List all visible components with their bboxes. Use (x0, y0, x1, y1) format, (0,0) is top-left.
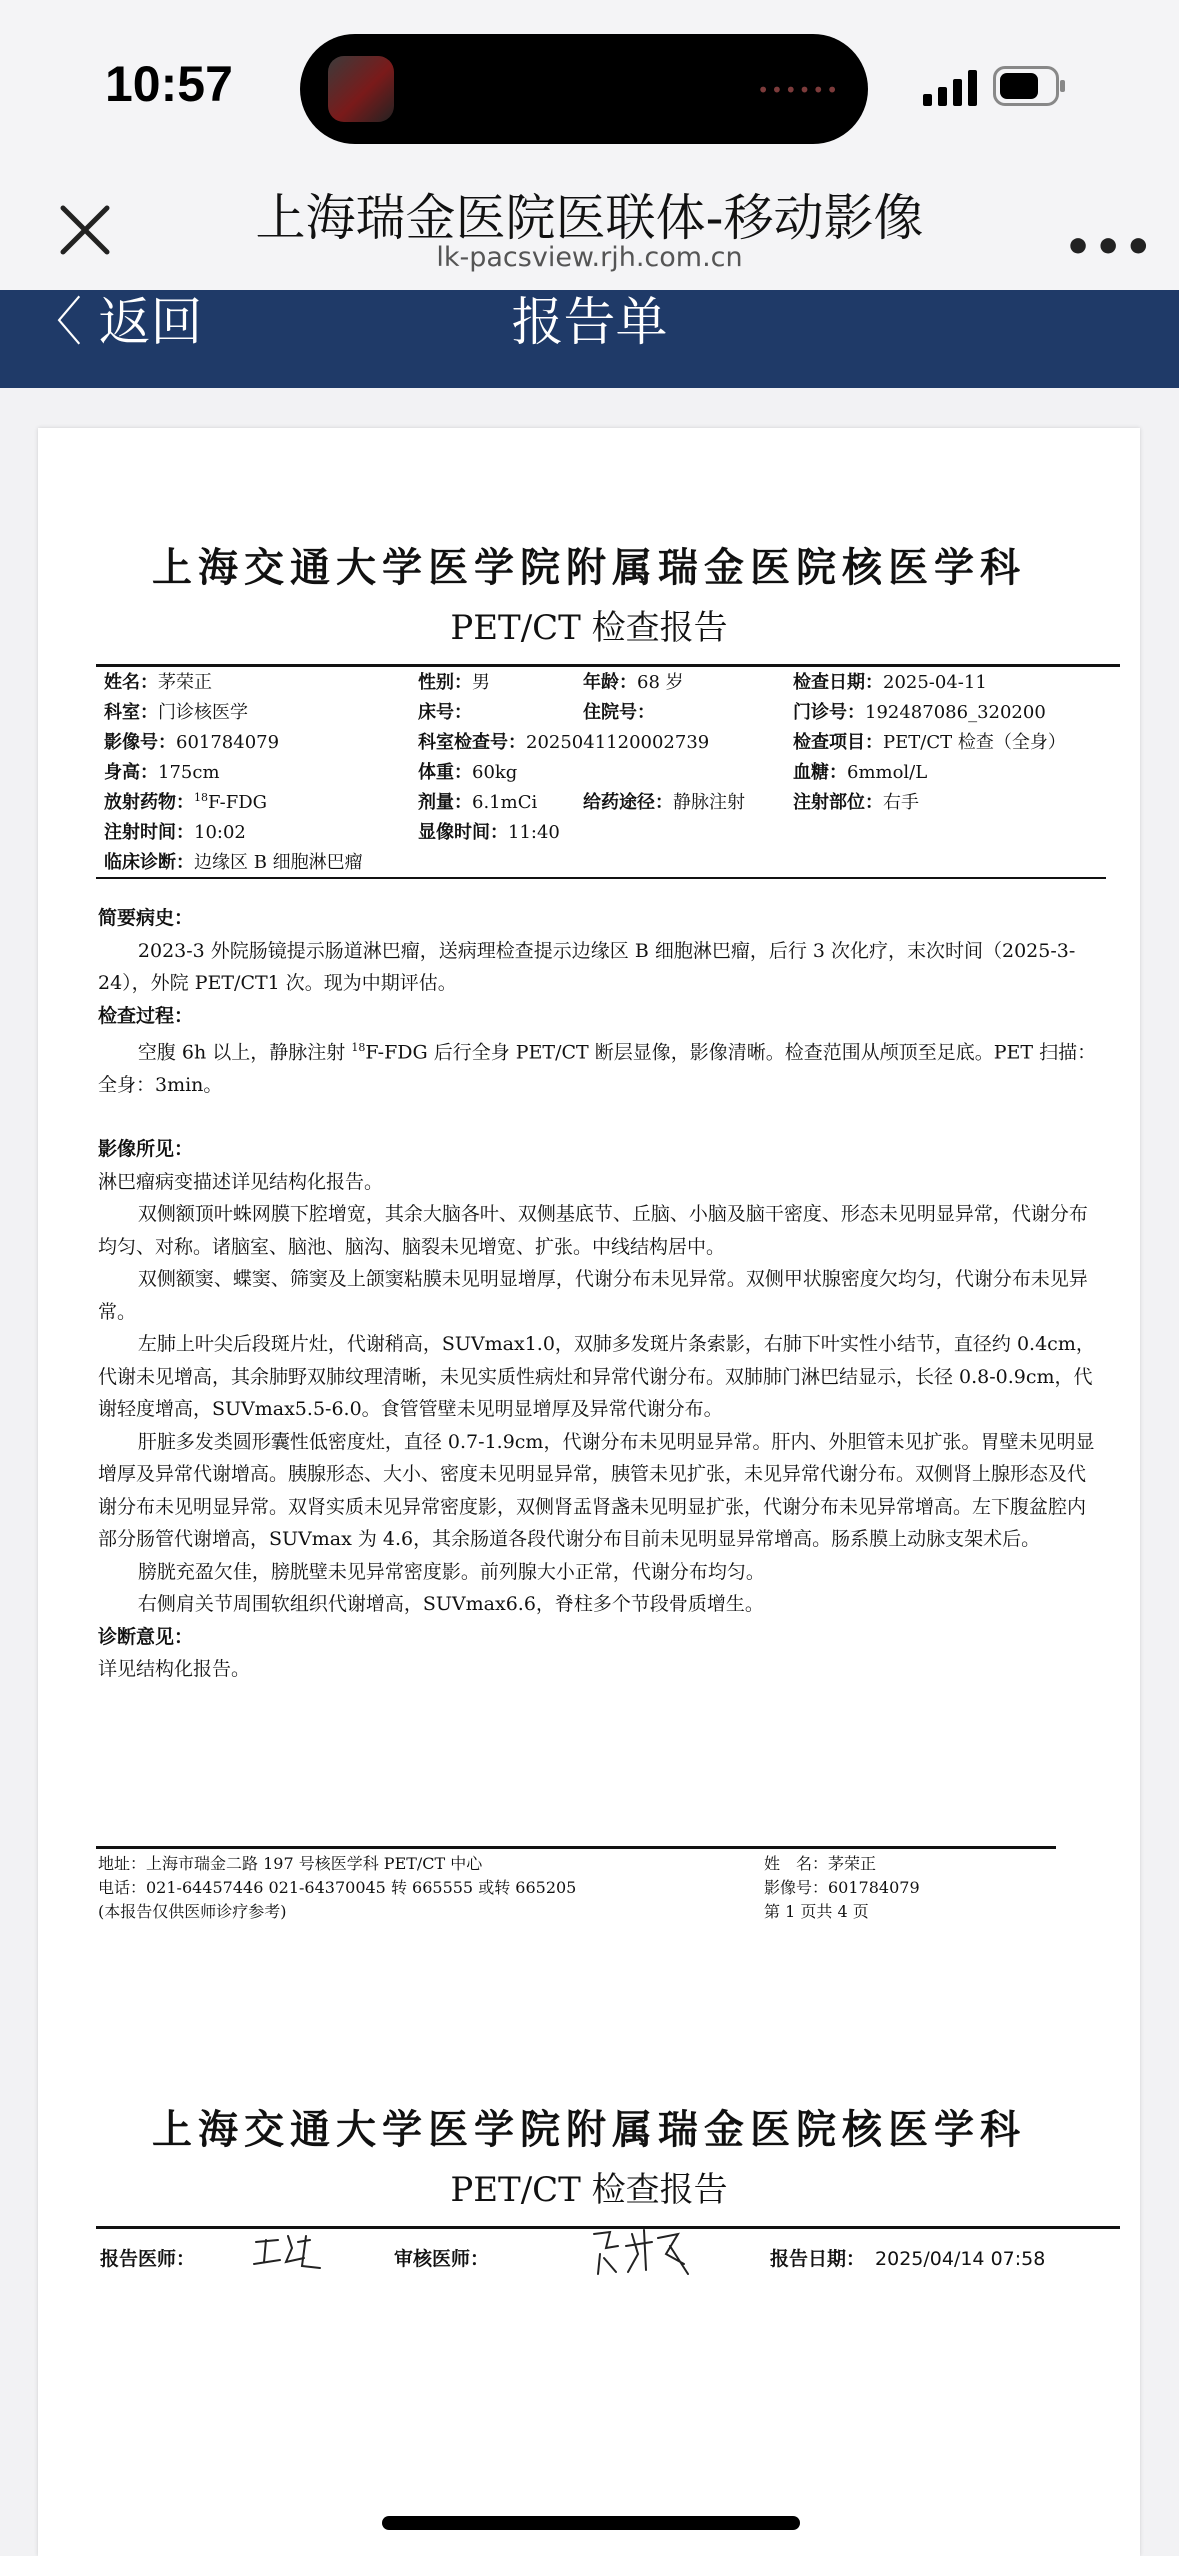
department: 科室：门诊核医学 (104, 702, 248, 723)
page-url: lk-pacsview.rjh.com.cn (436, 242, 743, 273)
review-doctor-label: 审核医师： (394, 2248, 490, 2270)
footer-image-no: 影像号：601784079 (764, 1878, 920, 1897)
dynamic-island[interactable] (300, 34, 868, 144)
imaging-time: 显像时间：11:40 (418, 822, 560, 843)
header-rule (96, 664, 1120, 667)
report-date: 报告日期： 2025/04/14 07:58 (770, 2248, 1046, 2270)
media-thumbnail[interactable] (328, 56, 394, 122)
nav-title: 报告单 (511, 293, 668, 353)
page-title: 上海瑞金医院医联体-移动影像 (255, 189, 924, 247)
findings-paragraph: 左肺上叶尖后段斑片灶，代谢稍高，SUVmax1.0，双肺多发斑片条索影，右肺下叶实性小结节，直径约 0.4cm，代谢未见增高，其余肺野双肺纹理清晰，未见实质性病灶和异常代谢分布。双肺肺门淋巴结显示，长径 0.8-0.9cm，代谢轻度增高，SUVmax5.5-6.0。食管管壁未见明显增厚及异常代谢分布。 (98, 1333, 1095, 1421)
footer-name: 姓 名：茅荣正 (764, 1854, 877, 1873)
findings-paragraph: 膀胱充盈欠佳，膀胱壁未见异常密度影。前列腺大小正常，代谢分布均匀。 (137, 1560, 765, 1583)
activity-dots-icon: •••••• (757, 78, 840, 102)
hospital-name: 上海交通大学医学院附属瑞金医院核医学科 (152, 544, 1026, 591)
history-text: 2023-3 外院肠镜提示肠道淋巴瘤，送病理检查提示边缘区 B 细胞淋巴瘤，后行 3 次化疗，末次时间（2025-3-24），外院 PET/CT1 次。现为中期评估。 (98, 939, 1076, 994)
footer-patient (764, 1852, 920, 1924)
report-doctor-label: 报告医师： (100, 2248, 196, 2270)
cellular-signal-icon (923, 70, 979, 106)
injection-time: 注射时间：10:02 (104, 822, 246, 843)
more-options-icon[interactable]: ••• (1064, 222, 1155, 273)
report-title: PET/CT 检查报告 (450, 608, 728, 648)
process-text: 空腹 6h 以上，静脉注射 $^{18}$F-FDG 后行全身 PET/CT 断层显像，影像清晰。检查范围从颅顶至足底。PET 扫描：全身：3min。 (98, 1041, 1097, 1096)
dose: 剂量：6.1mCi (418, 792, 538, 813)
bed-number: 床号： (418, 702, 472, 723)
report-doctor-signature (248, 2228, 328, 2278)
home-indicator[interactable] (382, 2516, 800, 2530)
opinion-text: 详见结构化报告。 (98, 1658, 251, 1681)
footer-page: 第 1 页共 4 页 (764, 1902, 869, 1921)
battery-icon (993, 66, 1059, 106)
inpatient-number: 住院号： (583, 702, 655, 723)
radiotracer: 放射药物：$^{18}$F-FDG (104, 791, 268, 813)
blood-glucose: 血糖：6mmol/L (793, 762, 928, 783)
status-bar (0, 0, 1179, 170)
findings-paragraph: 双侧额顶叶蛛网膜下腔增宽，其余大脑各叶、双侧基底节、丘脑、小脑及脑干密度、形态未见明显异常，代谢分布均匀、对称。诸脑室、脑池、脑沟、脑裂未见增宽、扩张。中线结构居中。 (98, 1203, 1088, 1258)
report-title-page2: PET/CT 检查报告 (450, 2170, 728, 2210)
footer-phone: 电话：021-64457446 021-64370045 转 665555 或转 665205 (98, 1878, 577, 1897)
findings-paragraph: 右侧肩关节周围软组织代谢增高，SUVmax6.6，脊柱多个节段骨质增生。 (137, 1593, 764, 1616)
report-document (38, 428, 1140, 2556)
app-nav-bar (0, 290, 1179, 388)
patient-sex: 性别：男 (418, 672, 490, 693)
footer-rule (96, 1846, 1056, 1849)
patient-weight: 体重：60kg (418, 762, 518, 783)
findings-paragraph: 双侧额窦、蝶窦、筛窦及上颌窦粘膜未见明显增厚，代谢分布未见异常。双侧甲状腺密度欠均匀，代谢分布未见异常。 (98, 1268, 1088, 1323)
hospital-name-page2: 上海交通大学医学院附属瑞金医院核医学科 (152, 2106, 1026, 2153)
admin-route: 给药途径：静脉注射 (583, 792, 745, 813)
clinical-diagnosis: 临床诊断：边缘区 B 细胞淋巴瘤 (104, 852, 363, 873)
process-heading: 检查过程： (98, 1004, 194, 1027)
exam-item: 检查项目：PET/CT 检查（全身） (793, 732, 1066, 753)
browser-header (0, 150, 1179, 290)
injection-site: 注射部位：右手 (793, 792, 919, 813)
status-time: 10:57 (105, 56, 233, 112)
back-button[interactable]: 〈 返回 (30, 293, 203, 353)
findings-paragraph: 肝脏多发类圆形囊性低密度灶，直径 0.7-1.9cm，代谢分布未见明显异常。肝内、外胆管未见扩张。胃壁未见明显增厚及异常代谢增高。胰腺形态、大小、密度未见明显异常，胰管未见扩张，未见异常代谢分布。双侧肾上腺形态及代谢分布未见明显异常。双肾实质未见异常密度影，双侧肾盂肾盏未见明显扩张，代谢分布未见异常增高。左下腹盆腔内部分肠管代谢增高，SUVmax 为 4.6，其余肠道各段代谢分布目前未见明显异常增高。肠系膜上动脉支架术后。 (98, 1430, 1095, 1551)
patient-age: 年龄：68 岁 (583, 672, 684, 693)
patient-name: 姓名：茅荣正 (104, 672, 212, 693)
findings-paragraph: 淋巴瘤病变描述详见结构化报告。 (98, 1170, 384, 1193)
findings-heading: 影像所见： (98, 1138, 194, 1161)
footer-address: 地址：上海市瑞金二路 197 号核医学科 PET/CT 中心 (98, 1854, 483, 1873)
footer-note: (本报告仅供医师诊疗参考) (98, 1902, 287, 1921)
opinion-heading: 诊断意见： (98, 1625, 194, 1648)
footer-contact (98, 1852, 576, 1924)
image-number: 影像号：601784079 (104, 732, 280, 753)
dept-exam-number: 科室检查号：2025041120002739 (418, 732, 710, 753)
clinic-number: 门诊号：192487086_320200 (793, 702, 1046, 723)
fields-rule (96, 877, 1106, 879)
patient-height: 身高：175cm (104, 762, 220, 783)
history-heading: 简要病史： (98, 907, 194, 929)
review-doctor-signature (588, 2224, 698, 2280)
exam-date: 检查日期：2025-04-11 (793, 672, 987, 693)
report-body (98, 902, 1098, 1686)
